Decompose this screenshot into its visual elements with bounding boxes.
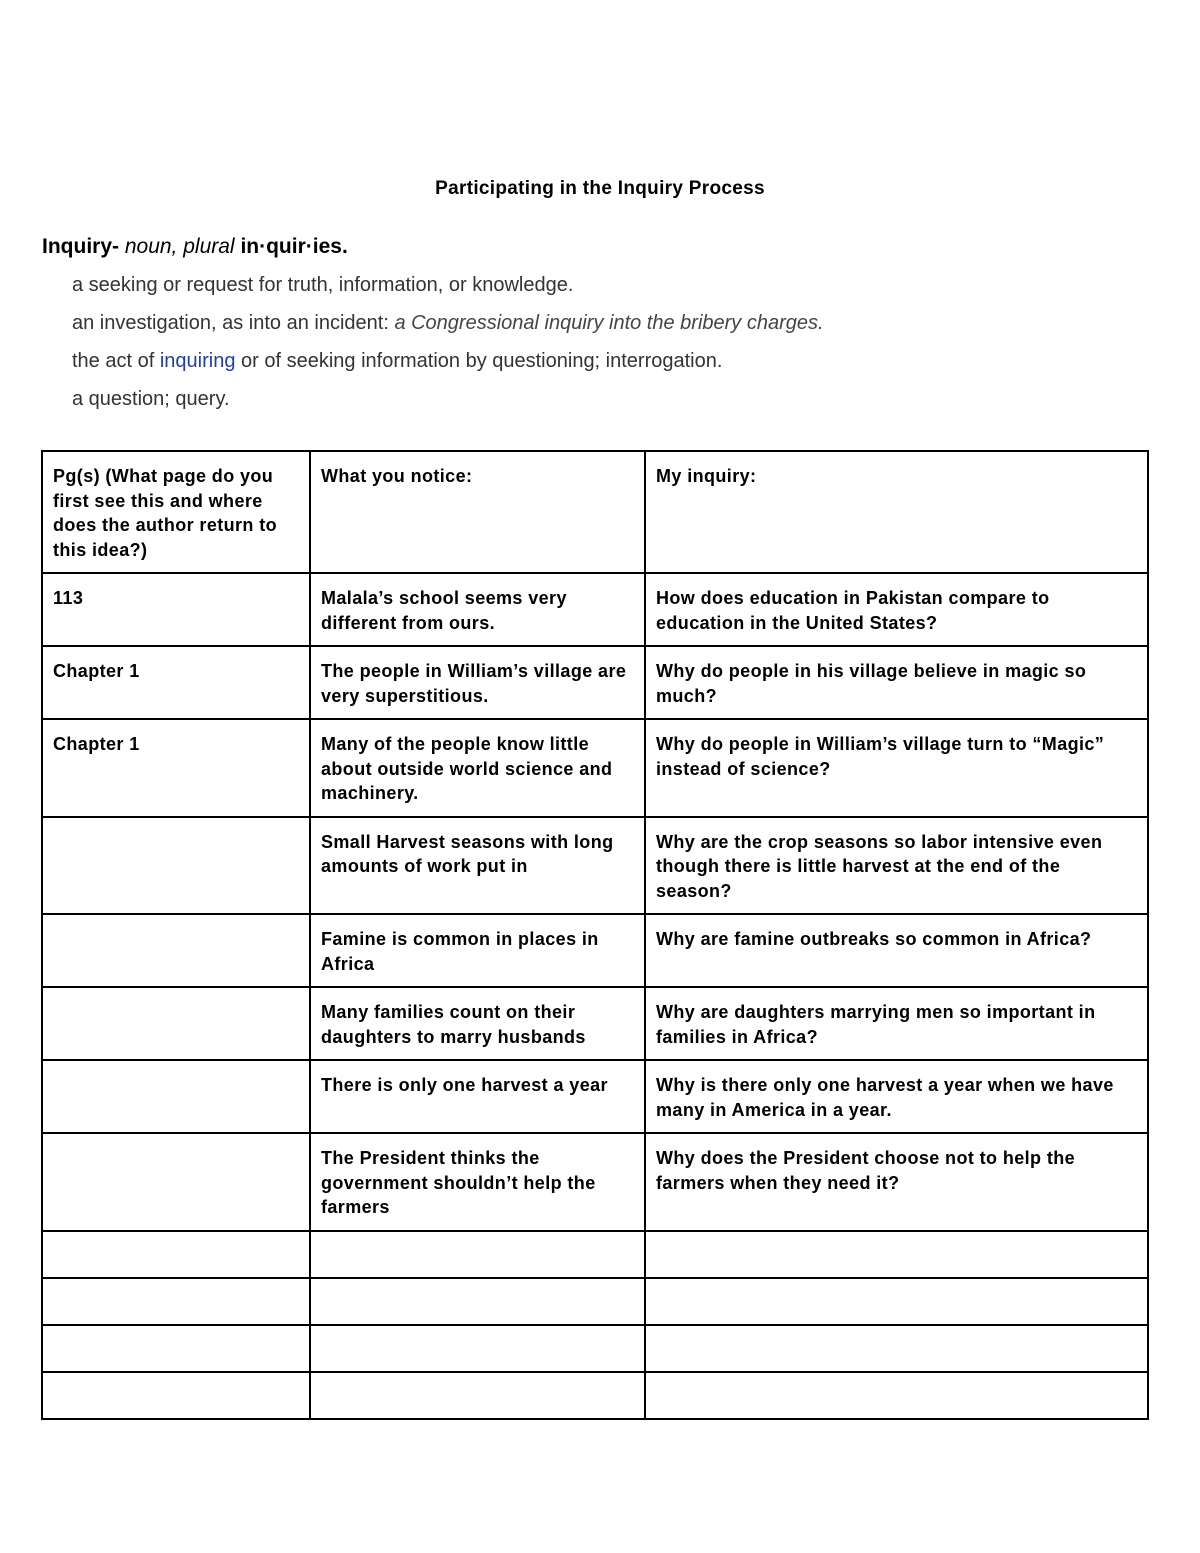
cell-page: [42, 1133, 310, 1231]
definition-sense-4: [72, 385, 1152, 413]
cell-page[interactable]: [42, 1231, 310, 1278]
cell-notice: Malala’s school seems very different from ours.: [310, 573, 645, 646]
definition-sense-2: [72, 309, 1152, 337]
cell-page: [42, 1060, 310, 1133]
cell-inquiry: How does education in Pakistan compare to education in the United States?: [645, 573, 1148, 646]
cell-page[interactable]: [42, 1278, 310, 1325]
sense-text: an investigation, as into an incident:: [72, 312, 389, 334]
cell-page: [42, 817, 310, 915]
inquiry-table: [41, 450, 1149, 1420]
definition-headword: [42, 233, 1152, 261]
header-inquiry: My inquiry:: [645, 451, 1148, 573]
table-row: [42, 646, 1148, 719]
headword: Inquiry-: [42, 235, 119, 258]
cell-inquiry[interactable]: [645, 1372, 1148, 1419]
cell-notice: Many families count on their daughters to marry husbands: [310, 987, 645, 1060]
table-header-row: [42, 451, 1148, 573]
cell-notice[interactable]: [310, 1372, 645, 1419]
table-row-empty: [42, 1372, 1148, 1419]
cell-inquiry: Why do people in William’s village turn to “Magic” instead of science?: [645, 719, 1148, 817]
cell-notice: Many of the people know little about outside world science and machinery.: [310, 719, 645, 817]
cell-notice[interactable]: [310, 1231, 645, 1278]
table-row: [42, 817, 1148, 915]
plural-form: in·quir·ies.: [240, 235, 348, 258]
cell-page: Chapter 1: [42, 719, 310, 817]
sense-example: a Congressional inquiry into the bribery charges.: [394, 312, 824, 334]
definition-block: [42, 233, 1152, 423]
table-row: [42, 987, 1148, 1060]
cell-notice[interactable]: [310, 1278, 645, 1325]
part-of-speech: noun, plural: [124, 235, 235, 258]
header-notice: What you notice:: [310, 451, 645, 573]
cell-page[interactable]: [42, 1325, 310, 1372]
sense-text-after: or of seeking information by questioning; interrogation.: [241, 350, 723, 372]
header-pages: Pg(s) (What page do you first see this and where does the author return to this idea?): [42, 451, 310, 573]
table-row-empty: [42, 1231, 1148, 1278]
cell-inquiry: Why is there only one harvest a year when we have many in America in a year.: [645, 1060, 1148, 1133]
cell-notice: The people in William’s village are very superstitious.: [310, 646, 645, 719]
inquiring-link[interactable]: inquiring: [159, 350, 236, 372]
cell-page: 113: [42, 573, 310, 646]
table-row: [42, 1060, 1148, 1133]
cell-inquiry[interactable]: [645, 1325, 1148, 1372]
sense-text-before: the act of: [72, 350, 155, 372]
cell-inquiry: Why does the President choose not to help the farmers when they need it?: [645, 1133, 1148, 1231]
definition-sense-1: [72, 271, 1152, 299]
cell-inquiry: Why do people in his village believe in magic so much?: [645, 646, 1148, 719]
cell-notice: There is only one harvest a year: [310, 1060, 645, 1133]
table-row-empty: [42, 1325, 1148, 1372]
cell-inquiry: Why are daughters marrying men so important in families in Africa?: [645, 987, 1148, 1060]
table-row: [42, 719, 1148, 817]
cell-page: [42, 914, 310, 987]
cell-inquiry: Why are famine outbreaks so common in Africa?: [645, 914, 1148, 987]
sense-text: a seeking or request for truth, information, or knowledge.: [72, 274, 574, 296]
cell-page: [42, 987, 310, 1060]
cell-notice: Famine is common in places in Africa: [310, 914, 645, 987]
table-row: [42, 573, 1148, 646]
table-row-empty: [42, 1278, 1148, 1325]
sense-text: a question; query.: [72, 388, 230, 410]
cell-page[interactable]: [42, 1372, 310, 1419]
cell-inquiry[interactable]: [645, 1278, 1148, 1325]
page-title: Participating in the Inquiry Process: [435, 178, 765, 199]
cell-inquiry: Why are the crop seasons so labor intensive even though there is little harvest at the end of the season?: [645, 817, 1148, 915]
cell-notice: The President thinks the government shouldn’t help the farmers: [310, 1133, 645, 1231]
table-row: [42, 914, 1148, 987]
table-row: [42, 1133, 1148, 1231]
definition-sense-3: [72, 347, 1152, 375]
cell-page: Chapter 1: [42, 646, 310, 719]
cell-notice: Small Harvest seasons with long amounts of work put in: [310, 817, 645, 915]
cell-notice[interactable]: [310, 1325, 645, 1372]
cell-inquiry[interactable]: [645, 1231, 1148, 1278]
